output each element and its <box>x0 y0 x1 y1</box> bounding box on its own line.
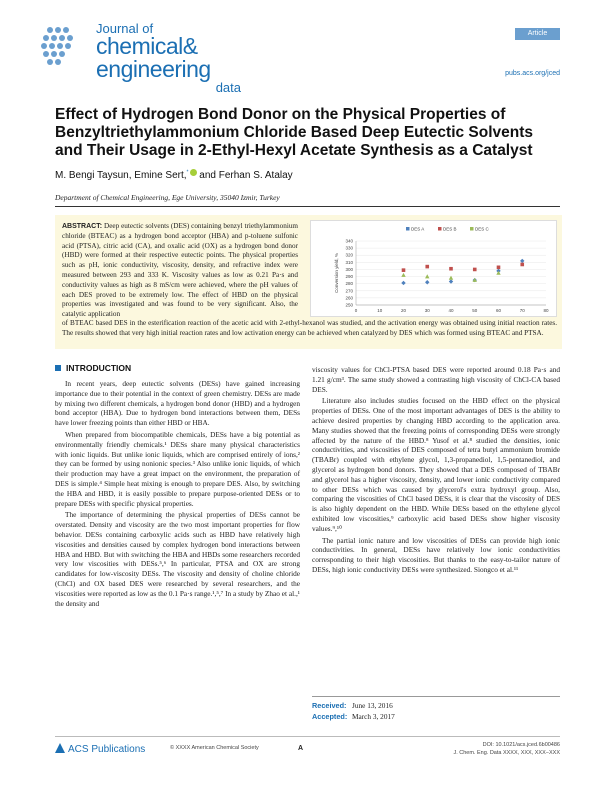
chart-legend-label: DES B <box>443 226 457 232</box>
body-column-right <box>312 365 560 577</box>
chart-y-tick-label: 320 <box>345 252 353 258</box>
author-list <box>55 169 555 181</box>
journal-title-line4: data <box>215 80 241 95</box>
chart-point-des-b <box>473 268 477 272</box>
chart-x-tick-label: 30 <box>424 308 430 313</box>
doi-link[interactable]: DOI: 10.1021/acs.jced.6b00486 <box>482 742 560 748</box>
body-column-left <box>55 379 300 610</box>
chart-x-tick-label: 50 <box>472 308 478 313</box>
abstract-label: ABSTRACT: <box>62 223 103 230</box>
journal-title-line3: engineering <box>96 56 211 82</box>
authors-first: M. Bengi Taysun, Emine Sert, <box>55 170 187 181</box>
intro-paragraph-3: The importance of determining the physical properties of DESs cannot be overstated. Density and viscosity are the two most important properties for flow behavior. DESs containing carboxylic acids such as HBD have relatively high viscosities and densities caused by complex hydrogen bond interactions between HBA and HBD. But with switching the HBA and HBDs some researchers recorded very low viscosities with DESs.⁵,⁶ In particular, PTSA and OX are strong candidates for low-viscosity DESs. The viscosity and density of choline chloride (ChCl) and OX based DES were researched by several researchers, and the viscosities were reported as low as the 0.1 Pa·s range.¹,⁵,⁷ In a study by Zhao et al.,¹ the density and <box>55 510 300 608</box>
chart-y-tick-label: 300 <box>345 266 353 272</box>
chart-legend-swatch <box>470 227 474 231</box>
chart-legend-swatch <box>438 227 442 231</box>
journal-title-line1: Journal of <box>96 21 154 36</box>
intro-paragraph-4: viscosity values for ChCl-PTSA based DES were reported around 0.18 Pa·s and 1.21 g/cm³. The same study showed a contrasting high viscosity of ChCl-CA based DES. <box>312 365 560 394</box>
chart-point-des-a <box>449 279 453 283</box>
chart-point-des-c <box>401 273 405 277</box>
journal-logo-icon <box>40 22 92 74</box>
chart-point-des-b <box>402 268 406 272</box>
chart-x-tick-label: 40 <box>448 308 454 313</box>
chart-legend-label: DES A <box>411 226 425 232</box>
section-heading-text: INTRODUCTION <box>66 363 132 373</box>
chart-y-tick-label: 260 <box>345 295 353 301</box>
affiliation: Department of Chemical Engineering, Ege University, 35040 Izmir, Turkey <box>55 193 280 202</box>
chart-y-tick-label: 280 <box>345 281 353 287</box>
received-date: June 13, 2016 <box>352 701 393 710</box>
publisher-logo <box>55 743 145 755</box>
chart-x-ticks <box>355 308 549 313</box>
chart-legend <box>406 226 490 231</box>
chart-x-tick-label: 60 <box>495 308 502 313</box>
corresponding-author-mark: * <box>186 169 189 176</box>
received-label: Received: <box>312 701 347 710</box>
chart-point-des-b <box>497 266 501 270</box>
chart-x-tick-label: 0 <box>354 308 358 313</box>
chart-y-tick-label: 290 <box>345 274 353 280</box>
abstract-text-top <box>62 222 298 320</box>
chart-point-des-b <box>520 263 524 267</box>
accepted-date: March 3, 2017 <box>352 712 395 721</box>
chart-x-tick-label: 70 <box>519 308 525 313</box>
chart-y-tick-label: 340 <box>345 238 353 244</box>
chart-x-tick-label: 10 <box>377 308 383 313</box>
section-bullet-icon <box>55 365 61 371</box>
chart-legend-label: DES C <box>475 226 489 232</box>
abstract-part1: Deep eutectic solvents (DES) containing benzyl triethylammonium chloride (BTEAC) as a hydrogen bond acceptor (HBA) and p-toluene sulfonic acid (PTSA), citric acid (CA), and oxalic acid (OX) as a hydrogen bond donor (HBD) were formed at their respective eutectic points. The physical properties such as pH, ionic conductivity, viscosity, density, and refractive index were measured between 293 and 333 K. Viscosity values as low as 0.21 Pa·s and conductivity values as high as 8 mS/cm were achieved, where the pH values of each DES proved to be extremely low. The effect of HBD on the physical properties was investigated and was found to be very significant. Also, the catalytic application <box>62 222 299 319</box>
footer-divider <box>55 736 560 737</box>
journal-title-line2: chemical& <box>96 33 198 59</box>
article-type-badge: Article <box>515 28 560 40</box>
chart-y-tick-label: 310 <box>345 259 353 265</box>
orcid-icon[interactable] <box>190 169 197 176</box>
page-number: A <box>298 745 304 752</box>
header-divider <box>55 206 560 207</box>
accepted-date-row <box>312 711 560 722</box>
section-heading-introduction <box>55 363 300 373</box>
intro-paragraph-6: The partial ionic nature and low viscosities of DESs can provide high ionic conductivities. In general, DESs have relatively low ionic conductivities corresponding to their high viscosities. But thanks to the easy-to-tailor nature of DESs, high ionic conductivity DESs were synthesized. Siongco et al.¹¹ <box>312 535 560 574</box>
chart-point-des-c <box>425 274 429 278</box>
chart-y-axis-label: Conversion yield, % <box>334 253 339 293</box>
toc-graphic-chart <box>310 220 557 317</box>
chart-point-des-a <box>401 281 405 285</box>
abstract-part2: of BTEAC based DES in the esterification reaction of the acetic acid with 2-ethyl-hexanol was studied, and the activation energy was obtained using initial reaction rates. The results showed that very high initial reaction rates and low activation energy can be achieved when catalyzed by DES which was formed using BTEAC and PTSA. <box>62 319 557 337</box>
chart-y-ticks <box>345 239 353 308</box>
intro-paragraph-1: In recent years, deep eutectic solvents (DESs) have gained increasing importance due to their potential in the context of green chemistry. DESs are made by mixing two different chemicals, a hydrogen bond donor (HBD) and a hydrogen bond acceptor (HBA). Due to hydrogen bond interactions between them, DESs have lower freezing points than either HBD or HBA. <box>55 379 300 428</box>
chart-x-tick-label: 80 <box>543 308 549 313</box>
chart-y-tick-label: 250 <box>345 302 353 308</box>
acs-logo-icon <box>55 743 65 753</box>
copyright-notice: © XXXX American Chemical Society <box>170 745 259 751</box>
chart-y-tick-label: 270 <box>345 288 353 294</box>
chart-x-tick-label: 20 <box>400 308 407 313</box>
doi-block <box>440 741 560 757</box>
publisher-name: ACS Publications <box>68 744 146 755</box>
chart-point-des-b <box>449 267 453 271</box>
journal-title <box>96 22 241 94</box>
chart-point-des-c <box>449 276 453 280</box>
accepted-label: Accepted: <box>312 712 348 721</box>
chart-legend-swatch <box>406 227 410 231</box>
chart-point-des-b <box>425 265 429 269</box>
chart-points <box>401 259 524 285</box>
journal-citation: J. Chem. Eng. Data XXXX, XXX, XXX−XXX <box>453 750 560 756</box>
received-date-row <box>312 700 560 711</box>
journal-website-link[interactable]: pubs.acs.org/jced <box>505 70 560 77</box>
article-dates <box>312 696 560 722</box>
intro-paragraph-5: Literature also includes studies focused on the HBD effect on the physical properties of DESs. One of the most important advantages of DES is the ability to achieve desired properties by changing HBD according to the application area. Many studies showed that the freezing points of corresponding DESs were strongly affected by the nature of the HBD.⁸ Yusof et al.⁸ studied the densities, ionic conductivities, and viscosities of DES composed of tetra butyl ammonium bromide (TBABr) coupled with ethylene glycol, 1,3-propanediol, 1,5-pentanediol, and glycerol as hydrogen bond donors. They showed that a DES composed of TBABr and glycerol has a higher viscosity, density, and lower ionic conductivity compared to other DESs which was caused by glycerol's extra hydroxyl group. Also, comparing the viscosities of ChCl based DESs, it is clear that the viscosity of DES is also highly dependent on the HBD. While DESs based on the ethylene glycol exhibited low viscosities,⁹ carboxylic acid based DESs show higher viscosity values.⁹,¹⁰ <box>312 396 560 533</box>
intro-paragraph-2: When prepared from biocompatible chemicals, DESs have a big potential as environmentally friendly chemicals.¹ DESs share many physical characteristics with ionic liquids. But unlike ionic liquids, which are comprised entirely of ions,² they can be formed by using nonionic species.³ Also unlike ionic liquids, of which their production may have a great impact on the environment, the preparation of DES is simple.⁴ Simple heat mixing is enough to prepare DES. Also, by switching the HBA and HBD, it is easily possible to prepare purpose-oriented DESs or to prepare DESs with specific physical properties. <box>55 429 300 508</box>
chart-y-tick-label: 330 <box>345 245 353 251</box>
authors-last: and Ferhan S. Atalay <box>199 170 293 181</box>
chart-grid <box>356 241 546 305</box>
article-title: Effect of Hydrogen Bond Donor on the Physical Properties of Benzyltriethylammonium Chloride Based Deep Eutectic Solvents and Their Usage in 2-Ethyl-Hexyl Acetate Synthesis as a Catalyst <box>55 106 534 159</box>
